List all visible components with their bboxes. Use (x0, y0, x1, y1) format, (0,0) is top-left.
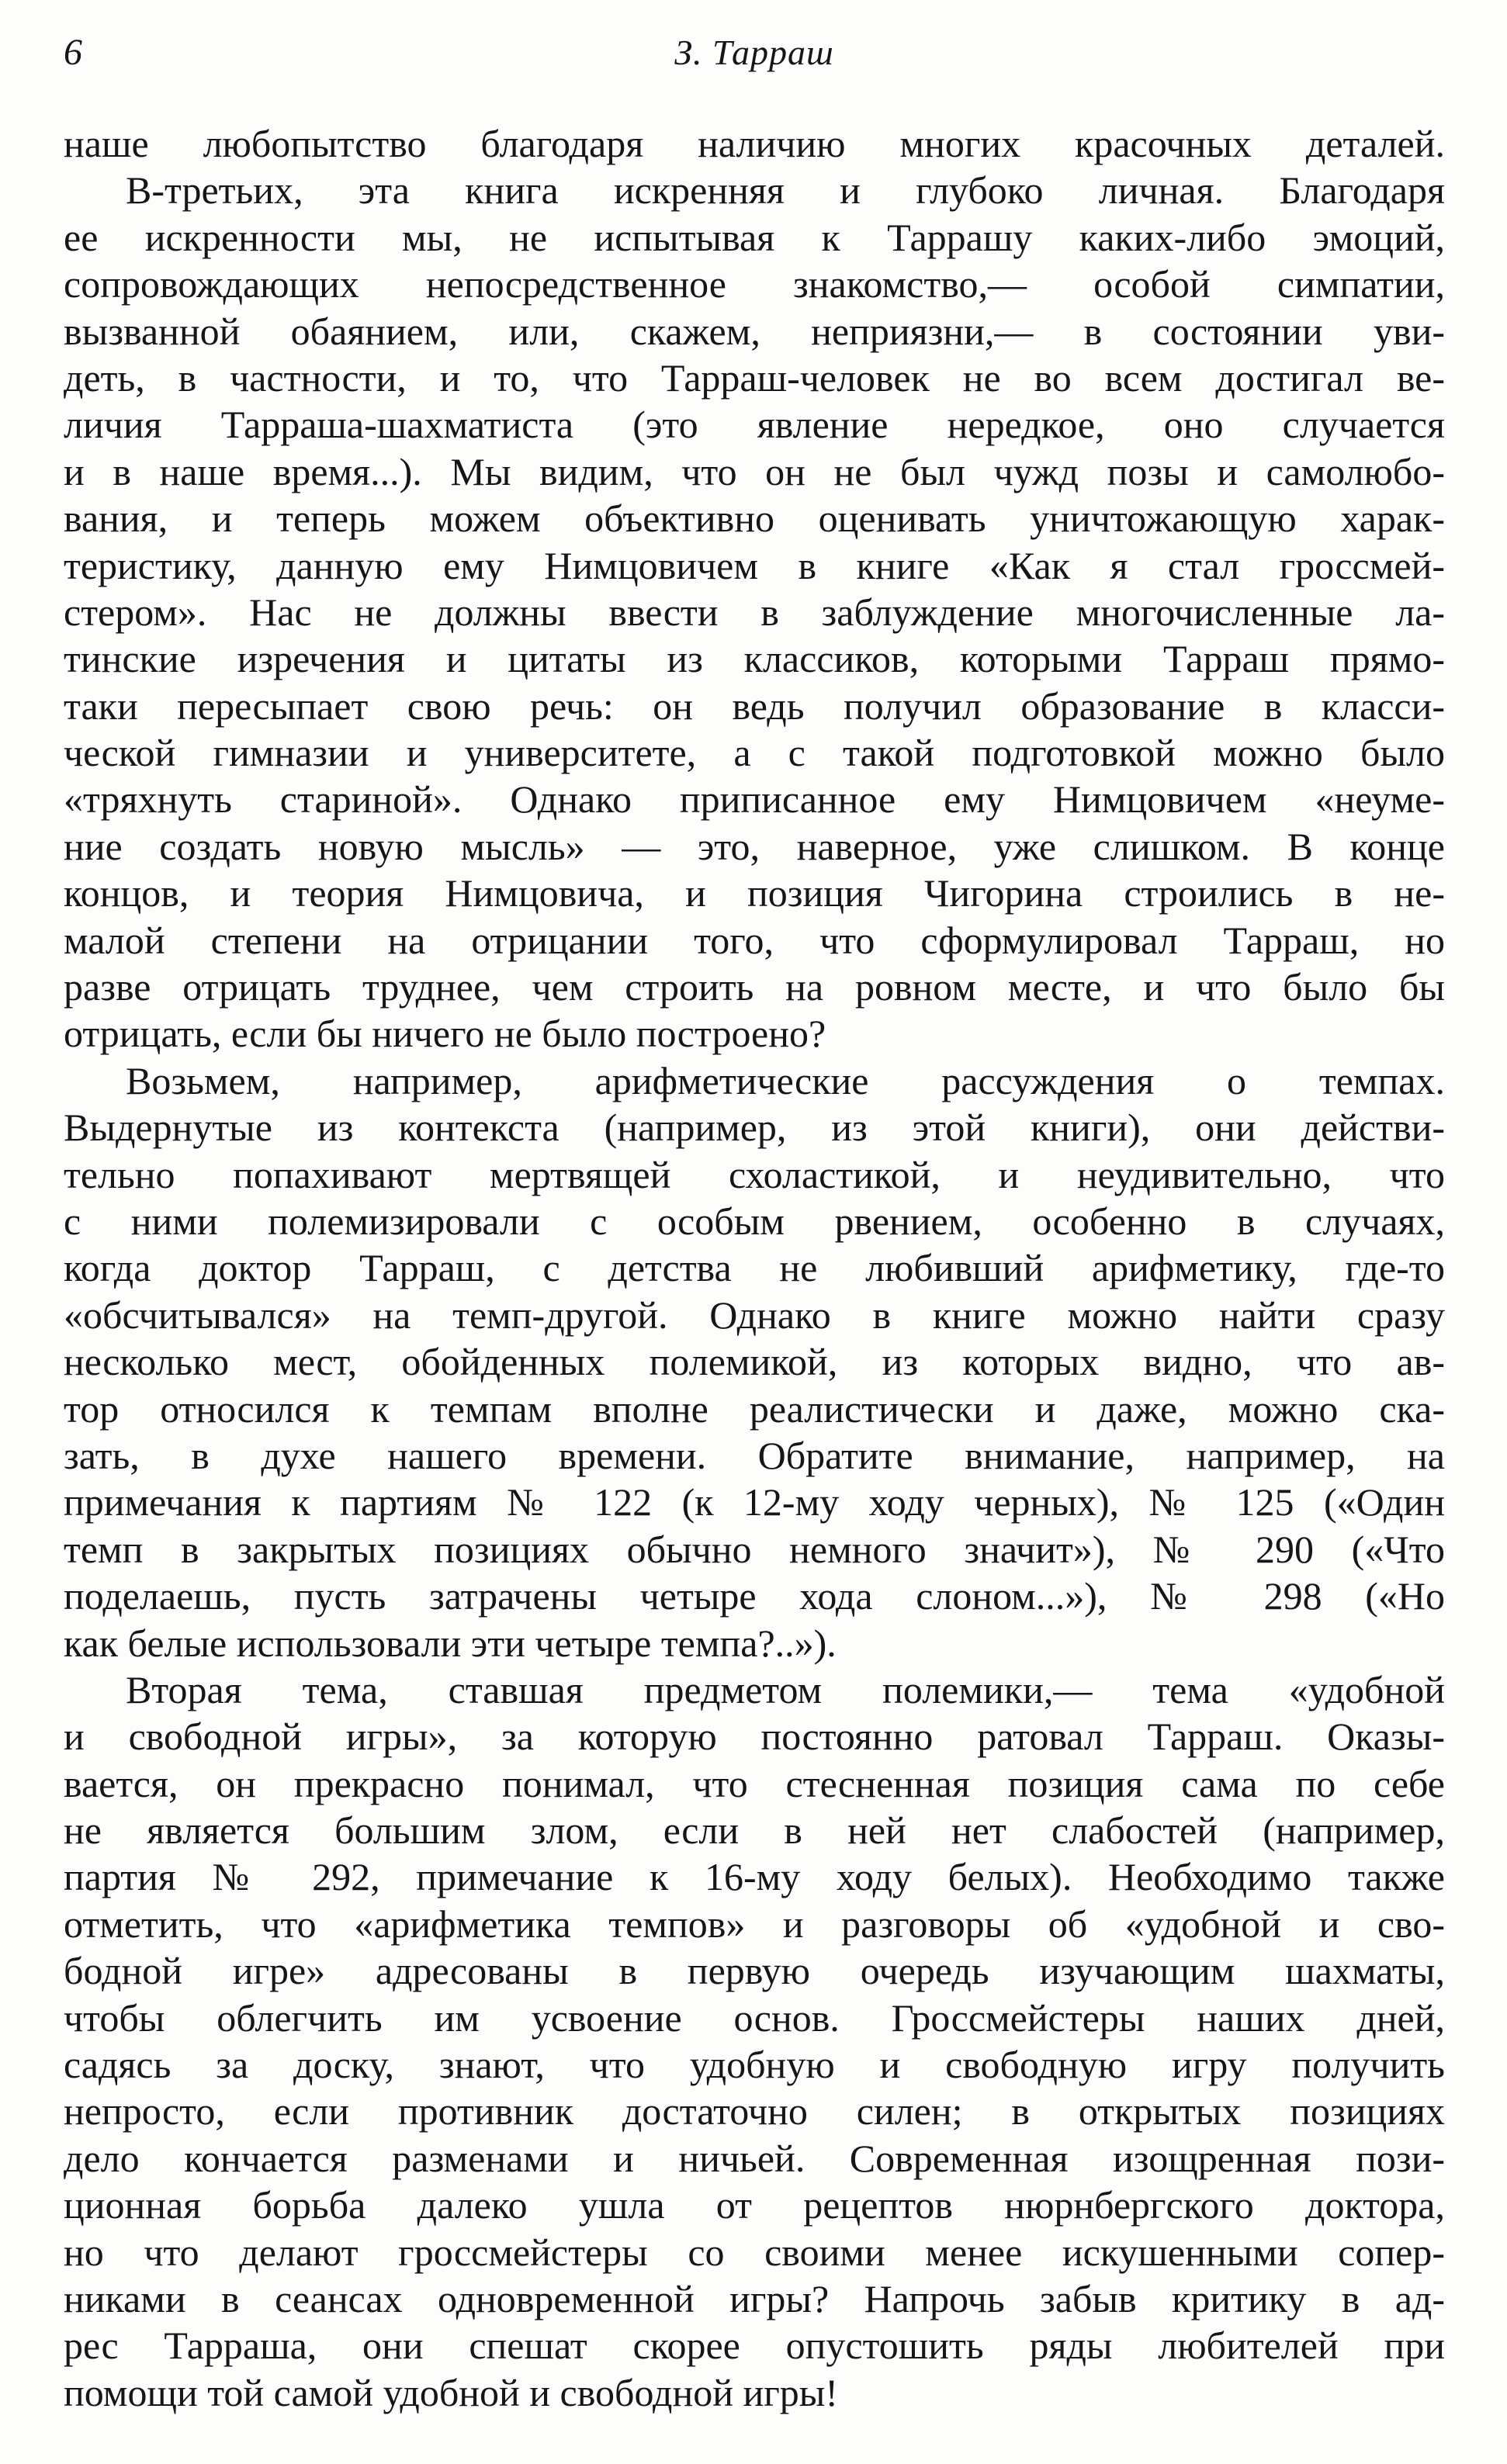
text-line: никами в сеансах одновременной игры? Напрочь забыв критику в ад- (64, 2276, 1445, 2320)
text-line: и свободной игры», за которую постоянно ратовал Тарраш. Оказы- (64, 1715, 1445, 1759)
text-line: помощи той самой удобной и свободной игры! (64, 2370, 838, 2414)
text-line: поделаешь, пусть затрачены четыре хода слоном...»), № 298 («Но (64, 1574, 1445, 1618)
text-line: тор относился к темпам вполне реалистически и даже, можно ска- (64, 1386, 1445, 1431)
body-text (64, 120, 1445, 2416)
text-line: не является большим злом, если в ней нет слабостей (например, (64, 1808, 1445, 1853)
text-line: дело кончается разменами и ничьей. Современная изощренная пози- (64, 2136, 1445, 2180)
text-line: отрицать, если бы ничего не было построено? (64, 1012, 826, 1056)
text-line: вается, он прекрасно понимал, что стесненная позиция сама по себе (64, 1761, 1445, 1805)
page-number: 6 (64, 32, 82, 73)
text-line: теристику, данную ему Нимцовичем в книге «Как я стал гроссмей- (64, 543, 1445, 587)
running-title: З. Тарраш (674, 33, 834, 72)
paragraph (64, 167, 1445, 1057)
text-line: садясь за доску, знают, что удобную и свободную игру получить (64, 2043, 1445, 2087)
text-line: зать, в духе нашего времени. Обратите внимание, например, на (64, 1433, 1445, 1477)
text-line: как белые использовали эти четыре темпа?..»). (64, 1621, 837, 1665)
text-line: концов, и теория Нимцовича, и позиция Чигорина строились в не- (64, 871, 1445, 915)
paragraph (64, 1666, 1445, 2416)
text-line: сопровождающих непосредственное знакомство,— особой симпатии, (64, 262, 1445, 306)
paragraph (64, 120, 1445, 167)
text-line: партия № 292, примечание к 16-му ходу белых). Необходимо также (64, 1855, 1445, 1899)
text-line: ее искренности мы, не испытывая к Таррашу каких-либо эмоций, (64, 215, 1445, 259)
text-line: отметить, что «арифметика темпов» и разговоры об «удобной и сво- (64, 1902, 1445, 1946)
text-line: В-третьих, эта книга искренняя и глубоко личная. Благодаря (126, 168, 1445, 213)
text-line: рес Тарраша, они спешат скорее опустошить ряды любителей при (64, 2324, 1445, 2368)
text-line: личия Тарраша-шахматиста (это явление нередкое, оно случается (64, 403, 1445, 447)
text-line: темп в закрытых позициях обычно немного значит»), № 290 («Что (64, 1527, 1445, 1571)
text-line: и в наше время...). Мы видим, что он не был чужд позы и самолюбо- (64, 449, 1445, 493)
text-line: с ними полемизировали с особым рвением, особенно в случаях, (64, 1199, 1445, 1243)
text-line: несколько мест, обойденных полемикой, из которых видно, что ав- (64, 1340, 1445, 1384)
text-line: бодной игре» адресованы в первую очередь изучающим шахматы, (64, 1949, 1445, 1993)
page-header (64, 29, 1445, 76)
text-line: деть, в частности, и то, что Тарраш-человек не во всем достигал ве- (64, 355, 1445, 400)
text-line: стером». Нас не должны ввести в заблуждение многочисленные ла- (64, 590, 1445, 634)
text-line: непросто, если противник достаточно силен; в открытых позициях (64, 2089, 1445, 2134)
text-line: ческой гимназии и университете, а с такой подготовкой можно было (64, 731, 1445, 775)
text-line: «тряхнуть стариной». Однако приписанное ему Нимцовичем «неуме- (64, 777, 1445, 822)
text-line: ционная борьба далеко ушла от рецептов нюрнбергского доктора, (64, 2183, 1445, 2227)
text-line: примечания к партиям № 122 (к 12-му ходу черных), № 125 («Один (64, 1480, 1445, 1524)
text-line: таки пересыпает свою речь: он ведь получил образование в класси- (64, 683, 1445, 728)
text-line: чтобы облегчить им усвоение основ. Гроссмейстеры наших дней, (64, 1995, 1445, 2040)
text-line: но что делают гроссмейстеры со своими менее искушенными сопер- (64, 2230, 1445, 2274)
text-line: наше любопытство благодаря наличию многих красочных деталей. (64, 122, 1445, 165)
text-line: когда доктор Тарраш, с детства не любивший арифметику, где-то (64, 1246, 1445, 1290)
text-line: вызванной обаянием, или, скажем, неприязни,— в состоянии уви- (64, 309, 1445, 353)
text-line: «обсчитывался» на темп-другой. Однако в книге можно найти сразу (64, 1293, 1445, 1337)
paragraph (64, 1057, 1445, 1666)
text-line: тельно попахивают мертвящей схоластикой, и неудивительно, что (64, 1152, 1445, 1196)
text-line: ние создать новую мысль» — это, наверное, уже слишком. В конце (64, 824, 1445, 868)
text-line: тинские изречения и цитаты из классиков, которыми Тарраш прямо- (64, 637, 1445, 681)
text-line: Возьмем, например, арифметические рассуждения о темпах. (126, 1058, 1445, 1102)
text-line: вания, и теперь можем объективно оценивать уничтожающую харак- (64, 497, 1445, 541)
text-line: разве отрицать труднее, чем строить на ровном месте, и что было бы (64, 965, 1445, 1009)
text-line: Вторая тема, ставшая предметом полемики,— тема «удобной (126, 1667, 1445, 1711)
text-line: малой степени на отрицании того, что сформулировал Тарраш, но (64, 918, 1445, 962)
text-line: Выдернутые из контекста (например, из этой книги), они действи- (64, 1106, 1445, 1150)
